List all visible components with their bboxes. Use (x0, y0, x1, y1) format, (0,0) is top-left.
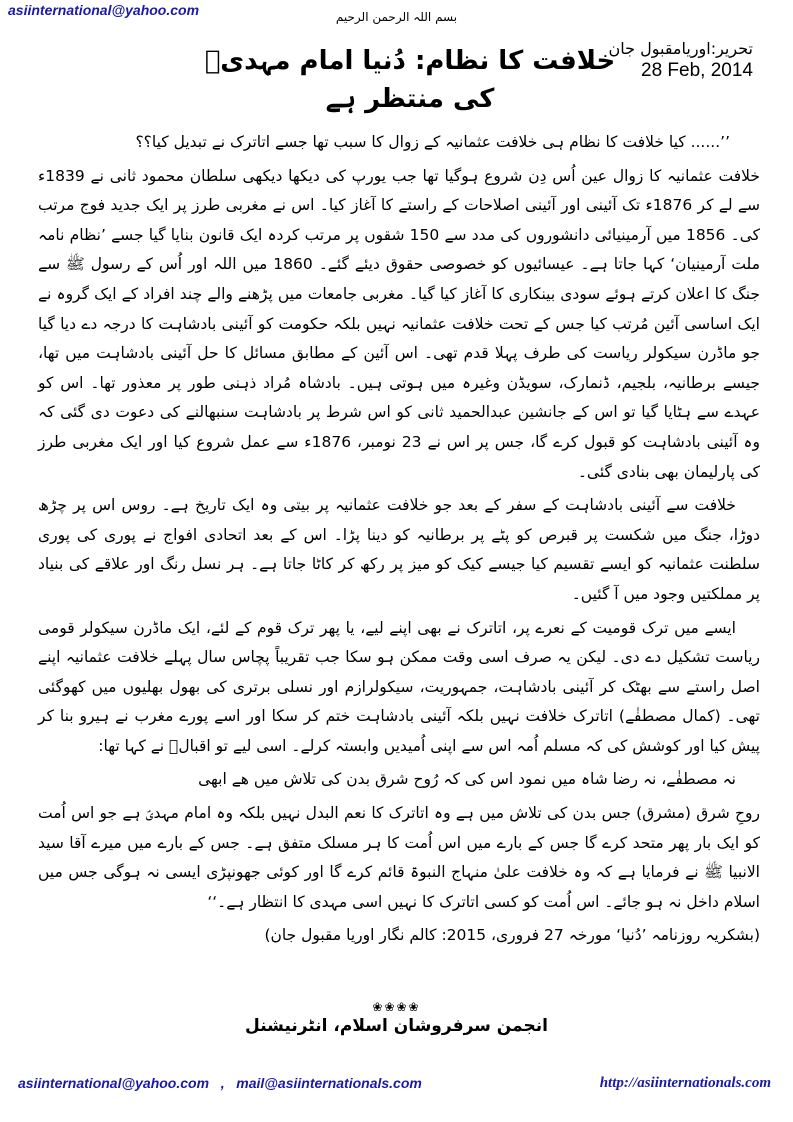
bismillah-text: بسم اللہ الرحمن الرحیم (335, 10, 458, 24)
flower-ornament: ❀❀❀❀ (372, 1000, 421, 1014)
header-email[interactable]: asiinternational@yahoo.com (8, 2, 200, 18)
credit-line: (بشکریہ روزنامہ ’دُنیا‘ مورخہ 27 فروری، 2015: کالم نگار اوریا مقبول جان) (264, 926, 760, 945)
author-name: تحریر:اوریامقبول جان (608, 39, 753, 58)
paragraph-2: خلافت سے آئینی بادشاہت کے سفر کے بعد جو خلافت عثمانیہ پر بیتی وہ ایک تاریخ ہے۔ روس اس پر چڑھ دوڑا، جنگ میں شکست پر قبرص کو پٹے پر برطانیہ کو دینا پڑا۔ اس کے بعد اتحادی افواج نے پوری کی پوری سلطنت عثمانیہ کو ایسے تقسیم کیا جیسے کیک کو میز پر رکھ کر کاٹا جاتا ہے۔ ہر نسل رنگ اور علاقے کی بنیاد پر مملکتیں وجود میں آ گئیں۔ (38, 496, 760, 603)
organization-name: انجمن سرفروشان اسلام، انٹرنیشنل (245, 1016, 548, 1036)
footer-url[interactable]: http://asiinternationals.com (599, 1075, 771, 1091)
paragraph-question: ’’...... کیا خلافت کا نظام ہی خلافت عثمانیہ کے زوال کا سبب تھا جسے اتاترک نے تبدیل کیا؟؟ (135, 133, 730, 151)
article-title: خلافت کا نظام: دُنیا امام مہدیؑ کی منتظر ہے (204, 46, 616, 114)
paragraph-1: خلافت عثمانیہ کا زوال عین اُس دِن شروع ہوگیا تھا جب یورپ کی دیکھا دیکھی سلطان محمود ثانی نے 1839ء سے لے کر 1876ء تک آئینی اور آئینی اصلاحات کے راستے کا آغاز کیا۔ اس نے مغربی طرز پر ایک جدید فوج مرتب کی۔ 1856 میں آرمینیائی دانشوروں کی مدد سے 150 شقوں پر مرتب کردہ ایک قانون بنایا گیا جسے ’نظام نامہ ملت آرمینیان‘ کہا جاتا ہے۔ عیسائیوں کو خصوصی حقوق دیئے گئے۔ 1860 میں اللہ اور اُس کے رسول ﷺ سے جنگ کا اعلان کرتے ہوئے سودی بینکاری کا آغاز کیا گیا۔ مغربی جامعات میں پڑھنے والے چند افراد کے ایک گروہ نے ایک اساسی آئین مُرتب کیا جس کے تحت خلافت عثمانیہ نہیں بلکہ حکومت کو آئینی بادشاہت کا درجہ دے دیا گیا جو ماڈرن سیکولر ریاست کی طرف پہلا قدم تھی۔ اس آئین کے مطابق مسائل کا حل آئینی بادشاہت میں تھا، جیسے برطانیہ، بلجیم، ڈنمارک، سویڈن وغیرہ میں ہوتی ہیں۔ بادشاہ مُراد ذہنی طور پر معذور تھا۔ اس کو عہدے سے ہٹایا گیا تو اس کے جانشین عبدالحمید ثانی کو اس شرط پر بادشاہت سنبھالنے کی دعوت دی گئی کہ وہ آئینی بادشاہت کو قبول کرے گا، جس پر اس نے 23 نومبر، 1876ء سے عمل شروع کیا اور ایک مغربی طرز کی پارلیمان بھی بنادی گئی۔ (38, 166, 761, 481)
article-date: 28 Feb, 2014 (641, 60, 753, 81)
article-body (38, 128, 760, 955)
footer-emails[interactable]: asiinternational@yahoo.com , mail@asiinternationals.com (18, 1075, 422, 1091)
paragraph-4: روحِ شرق (مشرق) جس بدن کی تلاش میں ہے وہ اتاترک کا نعم البدل نہیں بلکہ وہ امام مہدیؑ ہے جو اس اُمت کو ایک بار پھر متحد کرے گا جس کے بارے میں اس اُمت کا ہر مسلک متفق ہے۔ جس کے بارے میں میرے آقا سید الانبیا ﷺ نے فرمایا ہے کہ وہ خلافت علیٰ منہاج النبوۃ قائم کرے گا اور کوئی جھونپڑی ایسی نہ ہوگی جس میں اسلام داخل نہ ہو جائے۔ اس اُمت کو کسی اتاترک کا نہیں اسی مہدی کا انتظار ہے۔‘‘ (38, 804, 760, 911)
iqbal-verse: نہ مصطفٰے، نہ رضا شاہ میں نمود اس کی کہ رُوح شرق بدن کی تلاش میں ھے ابھی (198, 770, 736, 789)
paragraph-3: ایسے میں ترک قومیت کے نعرے پر، اتاترک نے بھی اپنے لیے، یا پھر ترک قوم کے لئے، ایک ماڈرن سیکولر قومی ریاست تشکیل دے دی۔ لیکن یہ صرف اسی وقت ممکن ہو سکا جب تقریباً پچاس سال پہلے خلافت عثمانیہ اپنے اصل راستے سے بھٹک کر آئینی بادشاہت، جمہوریت، سیکولرازم اور نسلی برتری کی بھول بھلیوں میں کھوگئی تھی۔ (کمال مصطفٰے) اتاترک خلافت نہیں بلکہ آئینی بادشاہت ختم کر سکا اور اسے پورے مغرب نے ہیرو بنا کر پیش کیا اور کوشش کی کہ مسلم اُمہ اس سے اپنی اُمیدیں وابستہ کرلے۔ اسی لیے تو اقبالؒ نے کہا تھا: (38, 618, 760, 755)
